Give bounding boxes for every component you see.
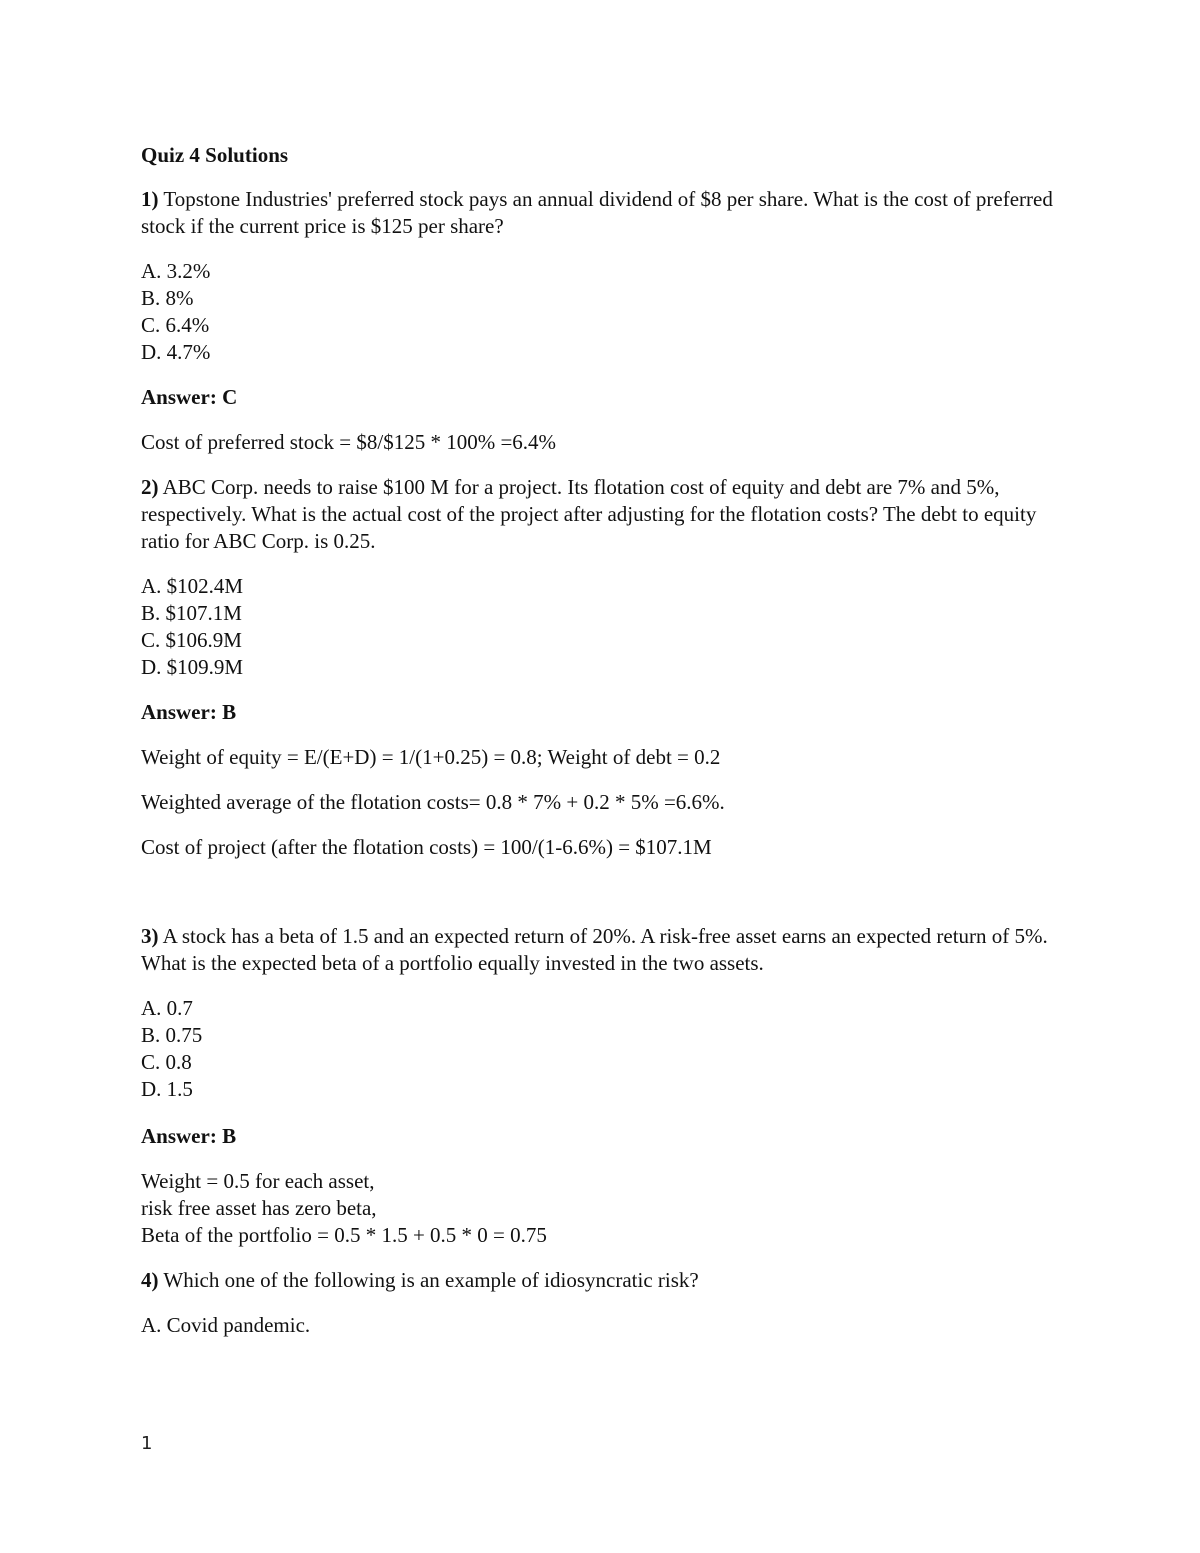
question-4 (141, 1267, 1071, 1294)
option-c: C. 0.8 (141, 1050, 192, 1074)
question-1-explanation: Cost of preferred stock = $8/$125 * 100% =6.4% (141, 430, 557, 454)
option-a: A. $102.4M (141, 574, 244, 598)
question-2-options (141, 573, 1071, 681)
explanation-line: risk free asset has zero beta, (141, 1196, 377, 1220)
question-text: Which one of the following is an example of idiosyncratic risk? (158, 1268, 699, 1292)
question-4-options (141, 1312, 1071, 1339)
question-text: A stock has a beta of 1.5 and an expected return of 20%. A risk-free asset earns an expected return of 5%. What is the expected beta of a portfolio equally invested in the two assets. (141, 924, 1048, 975)
option-d: D. 1.5 (141, 1077, 193, 1101)
question-2-explanation-line: Weight of equity = E/(E+D) = 1/(1+0.25) = 0.8; Weight of debt = 0.2 (141, 745, 721, 769)
explanation-line: Beta of the portfolio = 0.5 * 1.5 + 0.5 * 0 = 0.75 (141, 1223, 547, 1247)
question-number: 2) (141, 475, 159, 499)
question-2-answer: Answer: B (141, 700, 237, 724)
question-2-explanation-line: Cost of project (after the flotation costs) = 100/(1-6.6%) = $107.1M (141, 835, 712, 859)
question-3-options (141, 995, 1071, 1103)
explanation-line: Weight = 0.5 for each asset, (141, 1169, 375, 1193)
question-number: 1) (141, 187, 159, 211)
question-3-answer: Answer: B (141, 1124, 237, 1148)
option-b: B. 0.75 (141, 1023, 203, 1047)
document-content (141, 142, 1071, 1357)
option-b: B. $107.1M (141, 601, 242, 625)
page-title: Quiz 4 Solutions (141, 143, 289, 167)
question-3 (141, 923, 1071, 977)
option-a: A. Covid pandemic. (141, 1313, 311, 1337)
question-text: Topstone Industries' preferred stock pays an annual dividend of $8 per share. What is the cost of preferred stock if the current price is $125 per share? (141, 187, 1053, 238)
blank-space (141, 879, 1071, 923)
question-2-explanation-line: Weighted average of the flotation costs= 0.8 * 7% + 0.2 * 5% =6.6%. (141, 790, 725, 814)
question-1-answer: Answer: C (141, 385, 238, 409)
question-1-options (141, 258, 1071, 366)
question-2 (141, 474, 1071, 555)
question-text: ABC Corp. needs to raise $100 M for a project. Its flotation cost of equity and debt are 7% and 5%, respectively. What is the actual cost of the project after adjusting for the flotation costs? The debt to equity ratio for ABC Corp. is 0.25. (141, 475, 1037, 553)
question-1 (141, 186, 1071, 240)
option-c: C. $106.9M (141, 628, 242, 652)
option-b: B. 8% (141, 286, 194, 310)
option-a: A. 0.7 (141, 996, 193, 1020)
option-d: D. $109.9M (141, 655, 244, 679)
option-a: A. 3.2% (141, 259, 211, 283)
question-3-explanation (141, 1168, 1071, 1249)
option-c: C. 6.4% (141, 313, 210, 337)
question-number: 4) (141, 1268, 159, 1292)
option-d: D. 4.7% (141, 340, 211, 364)
question-number: 3) (141, 924, 159, 948)
page-number: 1 (141, 1433, 153, 1454)
